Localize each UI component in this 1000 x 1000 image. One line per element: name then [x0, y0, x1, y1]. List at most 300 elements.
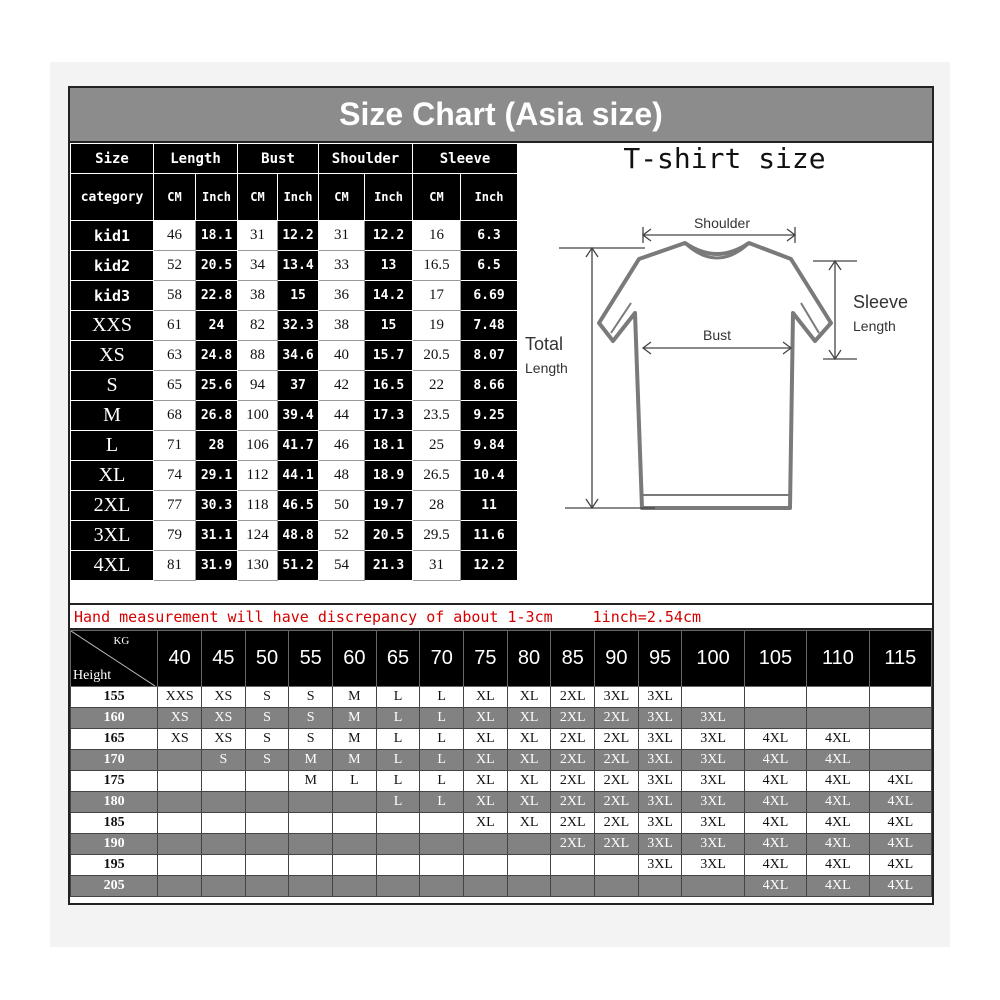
size-cell: L	[376, 729, 420, 750]
measure-cell: 10.4	[461, 461, 518, 491]
size-cell	[551, 855, 595, 876]
height-row	[71, 771, 932, 792]
corner-cell	[71, 631, 158, 687]
weight-header: 115	[869, 631, 931, 687]
size-cell: 2XL	[551, 834, 595, 855]
size-cell: 3XL	[638, 771, 682, 792]
measure-row	[71, 371, 518, 401]
measure-cell: 31.1	[196, 521, 238, 551]
size-cell: 4XL	[869, 771, 931, 792]
measure-cell: 11.6	[461, 521, 518, 551]
measure-cell: 46	[319, 431, 365, 461]
weight-header: 100	[682, 631, 744, 687]
size-cell	[507, 834, 551, 855]
size-cell: 4XL	[869, 834, 931, 855]
size-cell	[333, 876, 377, 897]
weight-header: 110	[807, 631, 869, 687]
size-cell: L	[420, 708, 464, 729]
height-row	[71, 855, 932, 876]
measure-cell: 44	[319, 401, 365, 431]
height-value: 165	[71, 729, 158, 750]
size-cell: 4XL	[807, 855, 869, 876]
measure-cell: 50	[319, 491, 365, 521]
size-cell: 3XL	[682, 855, 744, 876]
size-cell: S	[289, 729, 333, 750]
size-cell: XL	[507, 687, 551, 708]
size-cell	[464, 876, 508, 897]
size-cell: S	[245, 729, 289, 750]
measure-cell: 7.48	[461, 311, 518, 341]
size-cell: M	[333, 729, 377, 750]
shoulder-label: Shoulder	[693, 215, 751, 231]
size-cell: S	[202, 750, 246, 771]
measure-cell: 39.4	[278, 401, 319, 431]
measure-cell: 106	[238, 431, 278, 461]
total-label: Total	[525, 334, 564, 354]
measure-cell: 74	[154, 461, 196, 491]
measure-cell: 38	[238, 281, 278, 311]
measure-unit-row	[71, 174, 518, 221]
tshirt-outline	[599, 243, 831, 508]
size-cell: M	[289, 750, 333, 771]
size-cell: M	[333, 750, 377, 771]
size-cell	[869, 729, 931, 750]
size-cell: XL	[507, 792, 551, 813]
weight-header: 65	[376, 631, 420, 687]
measure-row	[71, 251, 518, 281]
height-value: 160	[71, 708, 158, 729]
height-value: 155	[71, 687, 158, 708]
size-cell: L	[333, 771, 377, 792]
measure-cell: 15	[278, 281, 319, 311]
unit-inch: Inch	[461, 174, 518, 221]
measure-cell: 100	[238, 401, 278, 431]
measure-cell: 63	[154, 341, 196, 371]
weight-header: 85	[551, 631, 595, 687]
measure-cell: 88	[238, 341, 278, 371]
size-cell: XL	[464, 771, 508, 792]
measure-cell: 18.1	[365, 431, 413, 461]
measure-row	[71, 281, 518, 311]
size-cell: L	[420, 771, 464, 792]
measure-cell: 16.5	[365, 371, 413, 401]
height-value: 195	[71, 855, 158, 876]
size-cell: XS	[158, 708, 202, 729]
measure-cell: 124	[238, 521, 278, 551]
bust-label: Bust	[702, 327, 732, 343]
size-cell: 3XL	[638, 792, 682, 813]
measure-cell: 29.1	[196, 461, 238, 491]
measure-cell: 18.1	[196, 221, 238, 251]
header-length: Length	[154, 144, 238, 174]
size-label: XS	[71, 341, 154, 371]
measure-cell: 51.2	[278, 551, 319, 581]
size-cell	[245, 876, 289, 897]
size-cell: XL	[507, 750, 551, 771]
size-cell: M	[289, 771, 333, 792]
measure-cell: 44.1	[278, 461, 319, 491]
height-row	[71, 750, 932, 771]
header-category: category	[71, 174, 154, 221]
size-label: XL	[71, 461, 154, 491]
header-sleeve: Sleeve	[413, 144, 518, 174]
measure-cell: 12.2	[278, 221, 319, 251]
unit-cm: CM	[238, 174, 278, 221]
unit-inch: Inch	[196, 174, 238, 221]
measure-cell: 94	[238, 371, 278, 401]
size-cell	[869, 708, 931, 729]
weight-height-table	[70, 630, 932, 897]
weight-header: 70	[420, 631, 464, 687]
measure-cell: 23.5	[413, 401, 461, 431]
size-cell: 2XL	[595, 813, 639, 834]
size-cell: 4XL	[744, 771, 806, 792]
size-cell: 3XL	[638, 687, 682, 708]
size-cell	[595, 855, 639, 876]
weight-header: 80	[507, 631, 551, 687]
size-cell: 2XL	[551, 792, 595, 813]
size-cell: 3XL	[638, 813, 682, 834]
height-row	[71, 834, 932, 855]
size-cell: 3XL	[638, 855, 682, 876]
measure-cell: 9.25	[461, 401, 518, 431]
measure-cell: 12.2	[365, 221, 413, 251]
measure-cell: 20.5	[365, 521, 413, 551]
size-cell	[202, 876, 246, 897]
unit-inch: Inch	[278, 174, 319, 221]
size-cell: XL	[464, 813, 508, 834]
size-cell: 2XL	[551, 750, 595, 771]
unit-cm: CM	[319, 174, 365, 221]
size-cell: L	[376, 687, 420, 708]
measure-cell: 20.5	[413, 341, 461, 371]
size-cell: 3XL	[638, 729, 682, 750]
size-cell: 2XL	[551, 708, 595, 729]
measure-cell: 16	[413, 221, 461, 251]
size-cell	[158, 771, 202, 792]
size-cell	[289, 855, 333, 876]
height-row	[71, 708, 932, 729]
weight-header: 60	[333, 631, 377, 687]
measure-cell: 15	[365, 311, 413, 341]
height-row	[71, 792, 932, 813]
size-cell	[289, 834, 333, 855]
size-cell	[245, 813, 289, 834]
size-cell: XL	[464, 708, 508, 729]
measure-cell: 25.6	[196, 371, 238, 401]
size-cell: XS	[202, 708, 246, 729]
measure-cell: 54	[319, 551, 365, 581]
size-cell	[202, 813, 246, 834]
size-cell	[682, 687, 744, 708]
size-cell	[245, 834, 289, 855]
measure-cell: 41.7	[278, 431, 319, 461]
measure-row	[71, 221, 518, 251]
size-cell: 4XL	[744, 729, 806, 750]
size-cell	[638, 876, 682, 897]
measure-cell: 21.3	[365, 551, 413, 581]
size-cell: 3XL	[682, 813, 744, 834]
size-cell	[202, 792, 246, 813]
size-cell: XXS	[158, 687, 202, 708]
measure-cell: 6.3	[461, 221, 518, 251]
size-cell: L	[420, 687, 464, 708]
size-cell	[289, 876, 333, 897]
size-cell	[333, 855, 377, 876]
measure-cell: 11	[461, 491, 518, 521]
size-cell: 2XL	[595, 771, 639, 792]
total-length-label: Length	[525, 360, 568, 376]
size-cell: 4XL	[807, 876, 869, 897]
measure-cell: 38	[319, 311, 365, 341]
size-cell	[158, 834, 202, 855]
measure-cell: 71	[154, 431, 196, 461]
size-cell: XL	[507, 771, 551, 792]
size-cell: 2XL	[595, 729, 639, 750]
measure-cell: 18.9	[365, 461, 413, 491]
height-value: 175	[71, 771, 158, 792]
size-cell: 2XL	[595, 834, 639, 855]
measure-row	[71, 401, 518, 431]
size-label: 4XL	[71, 551, 154, 581]
conversion-note: 1inch=2.54cm	[592, 607, 702, 626]
size-cell: S	[289, 687, 333, 708]
size-label: 2XL	[71, 491, 154, 521]
measure-cell: 130	[238, 551, 278, 581]
size-cell: XL	[464, 750, 508, 771]
size-cell	[158, 876, 202, 897]
size-cell: 2XL	[551, 771, 595, 792]
sleeve-length-label: Length	[853, 318, 896, 334]
size-label: XXS	[71, 311, 154, 341]
measure-cell: 46	[154, 221, 196, 251]
measure-cell: 68	[154, 401, 196, 431]
measure-cell: 40	[319, 341, 365, 371]
measure-cell: 25	[413, 431, 461, 461]
size-cell	[158, 813, 202, 834]
size-cell	[420, 813, 464, 834]
size-cell: XL	[507, 708, 551, 729]
size-cell: S	[245, 708, 289, 729]
header-shoulder: Shoulder	[319, 144, 413, 174]
measure-cell: 16.5	[413, 251, 461, 281]
measure-cell: 34.6	[278, 341, 319, 371]
weight-header: 40	[158, 631, 202, 687]
measure-cell: 6.69	[461, 281, 518, 311]
size-cell: S	[289, 708, 333, 729]
size-label: kid1	[71, 221, 154, 251]
tshirt-size-title: T-shirt size	[623, 141, 826, 175]
unit-cm: CM	[154, 174, 196, 221]
height-value: 180	[71, 792, 158, 813]
measure-cell: 77	[154, 491, 196, 521]
size-cell: 4XL	[807, 792, 869, 813]
size-cell	[464, 855, 508, 876]
size-cell: 4XL	[807, 729, 869, 750]
size-label: S	[71, 371, 154, 401]
size-cell	[376, 876, 420, 897]
height-row	[71, 813, 932, 834]
unit-inch: Inch	[365, 174, 413, 221]
size-cell: 4XL	[869, 792, 931, 813]
measurement-note	[70, 603, 932, 630]
measure-cell: 24	[196, 311, 238, 341]
size-cell: 3XL	[595, 687, 639, 708]
measure-cell: 14.2	[365, 281, 413, 311]
measure-cell: 17	[413, 281, 461, 311]
measure-cell: 26.5	[413, 461, 461, 491]
size-cell: 4XL	[807, 834, 869, 855]
size-cell: XS	[202, 729, 246, 750]
kg-label: KG	[113, 635, 130, 647]
measure-cell: 31	[238, 221, 278, 251]
weight-header: 90	[595, 631, 639, 687]
measure-cell: 29.5	[413, 521, 461, 551]
measure-cell: 34	[238, 251, 278, 281]
size-cell	[376, 855, 420, 876]
size-cell: 4XL	[807, 750, 869, 771]
size-cell: 4XL	[807, 813, 869, 834]
size-cell	[289, 792, 333, 813]
size-cell: 3XL	[682, 771, 744, 792]
height-row	[71, 729, 932, 750]
measure-cell: 28	[413, 491, 461, 521]
measure-cell: 82	[238, 311, 278, 341]
measure-cell: 28	[196, 431, 238, 461]
chart-title: Size Chart (Asia size)	[70, 88, 932, 143]
size-cell: S	[245, 750, 289, 771]
size-label: 3XL	[71, 521, 154, 551]
height-value: 190	[71, 834, 158, 855]
measure-cell: 31	[413, 551, 461, 581]
weight-header: 95	[638, 631, 682, 687]
size-cell	[682, 876, 744, 897]
size-cell	[289, 813, 333, 834]
height-value: 205	[71, 876, 158, 897]
header-bust: Bust	[238, 144, 319, 174]
measure-cell: 19.7	[365, 491, 413, 521]
measure-cell: 19	[413, 311, 461, 341]
size-cell: L	[376, 708, 420, 729]
size-cell	[595, 876, 639, 897]
size-cell: 4XL	[744, 813, 806, 834]
size-cell: XS	[202, 687, 246, 708]
measure-cell: 13	[365, 251, 413, 281]
weight-header: 50	[245, 631, 289, 687]
size-cell: S	[245, 687, 289, 708]
size-cell: 4XL	[744, 792, 806, 813]
size-cell: L	[376, 792, 420, 813]
measure-cell: 15.7	[365, 341, 413, 371]
measure-cell: 112	[238, 461, 278, 491]
size-cell: 4XL	[744, 876, 806, 897]
measure-cell: 31	[319, 221, 365, 251]
size-cell	[376, 813, 420, 834]
size-cell: 2XL	[595, 792, 639, 813]
size-cell: 2XL	[595, 708, 639, 729]
size-cell: 3XL	[682, 729, 744, 750]
weight-header: 45	[202, 631, 246, 687]
measure-row	[71, 551, 518, 581]
measure-cell: 58	[154, 281, 196, 311]
size-cell	[744, 687, 806, 708]
sleeve-label: Sleeve	[853, 292, 909, 312]
size-cell: 3XL	[682, 834, 744, 855]
size-cell: L	[376, 750, 420, 771]
measure-cell: 8.07	[461, 341, 518, 371]
size-cell: XL	[507, 813, 551, 834]
weight-header: 55	[289, 631, 333, 687]
measure-cell: 26.8	[196, 401, 238, 431]
measure-cell: 52	[154, 251, 196, 281]
size-cell: 4XL	[869, 855, 931, 876]
measure-cell: 46.5	[278, 491, 319, 521]
measure-cell: 37	[278, 371, 319, 401]
height-row	[71, 687, 932, 708]
size-cell	[420, 876, 464, 897]
discrepancy-note: Hand measurement will have discrepancy of about 1-3cm	[74, 607, 553, 626]
size-cell	[158, 792, 202, 813]
size-cell	[507, 855, 551, 876]
size-cell	[333, 834, 377, 855]
measure-cell: 8.66	[461, 371, 518, 401]
size-cell: XL	[507, 729, 551, 750]
measure-cell: 36	[319, 281, 365, 311]
size-cell: XS	[158, 729, 202, 750]
size-cell: M	[333, 708, 377, 729]
measure-cell: 6.5	[461, 251, 518, 281]
size-cell: 3XL	[682, 792, 744, 813]
size-cell: XL	[464, 687, 508, 708]
size-cell: 2XL	[595, 750, 639, 771]
measure-cell: 31.9	[196, 551, 238, 581]
size-cell: 4XL	[744, 750, 806, 771]
size-cell: 3XL	[682, 750, 744, 771]
height-value: 170	[71, 750, 158, 771]
size-cell: 3XL	[638, 750, 682, 771]
size-cell: 4XL	[744, 855, 806, 876]
measure-cell: 48.8	[278, 521, 319, 551]
header-size: Size	[71, 144, 154, 174]
tshirt-diagram	[517, 173, 932, 603]
measure-row	[71, 491, 518, 521]
measure-cell: 61	[154, 311, 196, 341]
size-cell	[245, 771, 289, 792]
size-cell	[333, 813, 377, 834]
size-cell: L	[420, 792, 464, 813]
measure-cell: 22	[413, 371, 461, 401]
measurement-table	[70, 143, 518, 581]
measure-cell: 13.4	[278, 251, 319, 281]
measure-cell: 48	[319, 461, 365, 491]
size-chart	[68, 86, 934, 905]
size-cell	[202, 834, 246, 855]
size-cell	[744, 708, 806, 729]
size-cell	[464, 834, 508, 855]
size-label: M	[71, 401, 154, 431]
size-cell	[807, 708, 869, 729]
size-label: kid2	[71, 251, 154, 281]
height-row	[71, 876, 932, 897]
measure-cell: 17.3	[365, 401, 413, 431]
measure-row	[71, 341, 518, 371]
measure-cell: 30.3	[196, 491, 238, 521]
size-cell: 4XL	[869, 876, 931, 897]
size-cell: 3XL	[682, 708, 744, 729]
size-cell: XL	[464, 729, 508, 750]
measure-cell: 9.84	[461, 431, 518, 461]
height-label: Height	[73, 668, 112, 683]
